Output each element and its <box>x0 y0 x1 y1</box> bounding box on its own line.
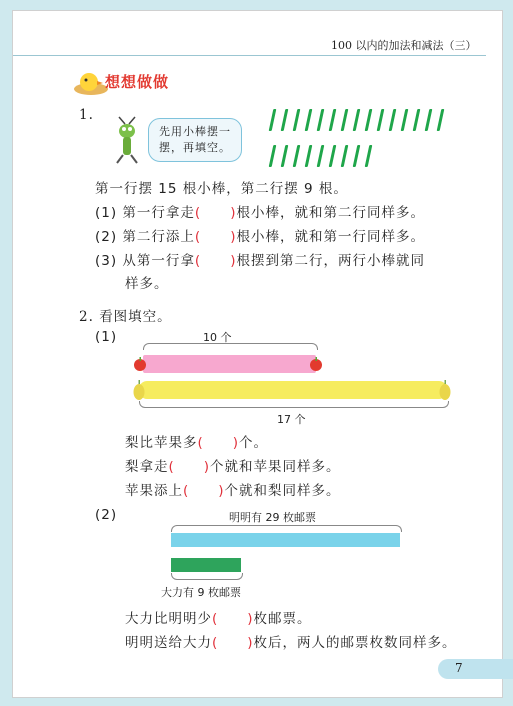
q2-number: 2. <box>79 309 94 325</box>
dali-brace <box>171 573 243 580</box>
stick-row2 <box>281 145 289 167</box>
stick-row1 <box>305 109 313 131</box>
item-label: (3) <box>95 253 118 269</box>
q2-part2-label: (2) <box>95 507 118 523</box>
q2-part1-line-1 <box>125 431 268 451</box>
stick-row1 <box>269 109 277 131</box>
stick-row1 <box>413 109 421 131</box>
pear-icon <box>133 379 145 401</box>
line-text: 明明送给大力 <box>125 635 212 651</box>
item-text: 根小棒，就和第二行同样多。 <box>236 205 425 221</box>
stick-row2 <box>329 145 337 167</box>
q2-part1-line-3 <box>125 479 341 499</box>
item-text: 第一行拿走 <box>122 205 195 221</box>
stick-row2 <box>353 145 361 167</box>
apple-icon <box>133 356 147 372</box>
q2-part1-label: (1) <box>95 329 118 345</box>
pears-brace <box>139 401 449 408</box>
line-text: 个就和苹果同样多。 <box>210 459 341 475</box>
line-text: 大力比明明少 <box>125 611 212 627</box>
line-text: 梨拿走 <box>125 459 169 475</box>
dali-stamps-label: 大力有 9 枚邮票 <box>161 586 241 599</box>
item-text: 第二行添上 <box>122 229 195 245</box>
answer-blank[interactable]: ( ) <box>194 253 237 269</box>
mingming-stamps-label: 明明有 29 枚邮票 <box>229 511 316 524</box>
header-divider <box>13 55 486 56</box>
stick-row1 <box>341 109 349 131</box>
q2-part2-line-1 <box>125 607 312 627</box>
stick-row1 <box>401 109 409 131</box>
grasshopper-icon <box>107 115 147 165</box>
item-label: (1) <box>95 205 118 221</box>
mingming-brace <box>171 525 402 532</box>
answer-blank[interactable]: ( ) <box>212 611 254 627</box>
q1-intro: 第一行摆 15 根小棒，第二行摆 9 根。 <box>95 181 348 197</box>
answer-blank[interactable]: ( ) <box>212 635 254 651</box>
item-text: 根摆到第二行，两行小棒就同 <box>236 253 425 269</box>
textbook-page <box>12 10 503 698</box>
answer-blank[interactable]: ( ) <box>197 435 240 451</box>
stick-row1 <box>329 109 337 131</box>
stick-row2 <box>293 145 301 167</box>
line-text: 苹果添上 <box>125 483 183 499</box>
line-text: 枚后，两人的邮票枚数同样多。 <box>253 635 457 651</box>
section-title: 想想做做 <box>105 73 170 91</box>
stick-row1 <box>437 109 445 131</box>
q1-number: 1. <box>79 107 94 123</box>
item-text: 从第一行拿 <box>122 253 195 269</box>
stick-row1 <box>281 109 289 131</box>
q1-item-2 <box>95 225 425 245</box>
answer-blank[interactable]: ( ) <box>183 483 225 499</box>
stick-row1 <box>377 109 385 131</box>
q2-heading <box>79 305 172 325</box>
line-text: 个。 <box>239 435 269 451</box>
stick-row1 <box>353 109 361 131</box>
stick-row2 <box>341 145 349 167</box>
page-number-tab <box>438 659 513 679</box>
apples-count-label: 10 个 <box>203 331 232 344</box>
apples-brace <box>143 343 318 350</box>
pear-icon <box>439 379 451 401</box>
line-text: 个就和梨同样多。 <box>224 483 341 499</box>
apples-bar <box>143 355 316 373</box>
answer-blank[interactable]: ( ) <box>194 205 237 221</box>
dali-bar <box>171 558 241 572</box>
stick-row1 <box>293 109 301 131</box>
answer-blank[interactable]: ( ) <box>194 229 237 245</box>
line-text: 枚邮票。 <box>253 611 312 627</box>
stick-row2 <box>317 145 325 167</box>
q1-item-3-continuation: 样多。 <box>125 276 169 292</box>
q2-part1-line-2 <box>125 455 341 475</box>
hint-line-1: 先用小棒摆一 <box>159 125 231 138</box>
stick-row2 <box>305 145 313 167</box>
item-label: (2) <box>95 229 118 245</box>
stick-row1 <box>317 109 325 131</box>
q2-part2-line-2 <box>125 631 457 651</box>
page-number: 7 <box>455 661 463 675</box>
q1-item-1 <box>95 201 425 221</box>
apple-icon <box>309 356 323 372</box>
hint-line-2: 摆，再填空。 <box>159 141 231 154</box>
stick-row1 <box>425 109 433 131</box>
stick-row2 <box>365 145 373 167</box>
pears-bar <box>139 381 447 399</box>
line-text: 梨比苹果多 <box>125 435 198 451</box>
chapter-header: 100 以内的加法和减法（三） <box>331 39 477 52</box>
mingming-bar <box>171 533 400 547</box>
stick-row2 <box>269 145 277 167</box>
pears-count-label: 17 个 <box>277 413 306 426</box>
hint-bubble <box>148 118 242 162</box>
answer-blank[interactable]: ( ) <box>168 459 211 475</box>
stick-row1 <box>389 109 397 131</box>
q1-item-3 <box>95 249 425 269</box>
q2-title: 看图填空。 <box>99 309 172 325</box>
item-text: 根小棒，就和第一行同样多。 <box>236 229 425 245</box>
stick-row1 <box>365 109 373 131</box>
